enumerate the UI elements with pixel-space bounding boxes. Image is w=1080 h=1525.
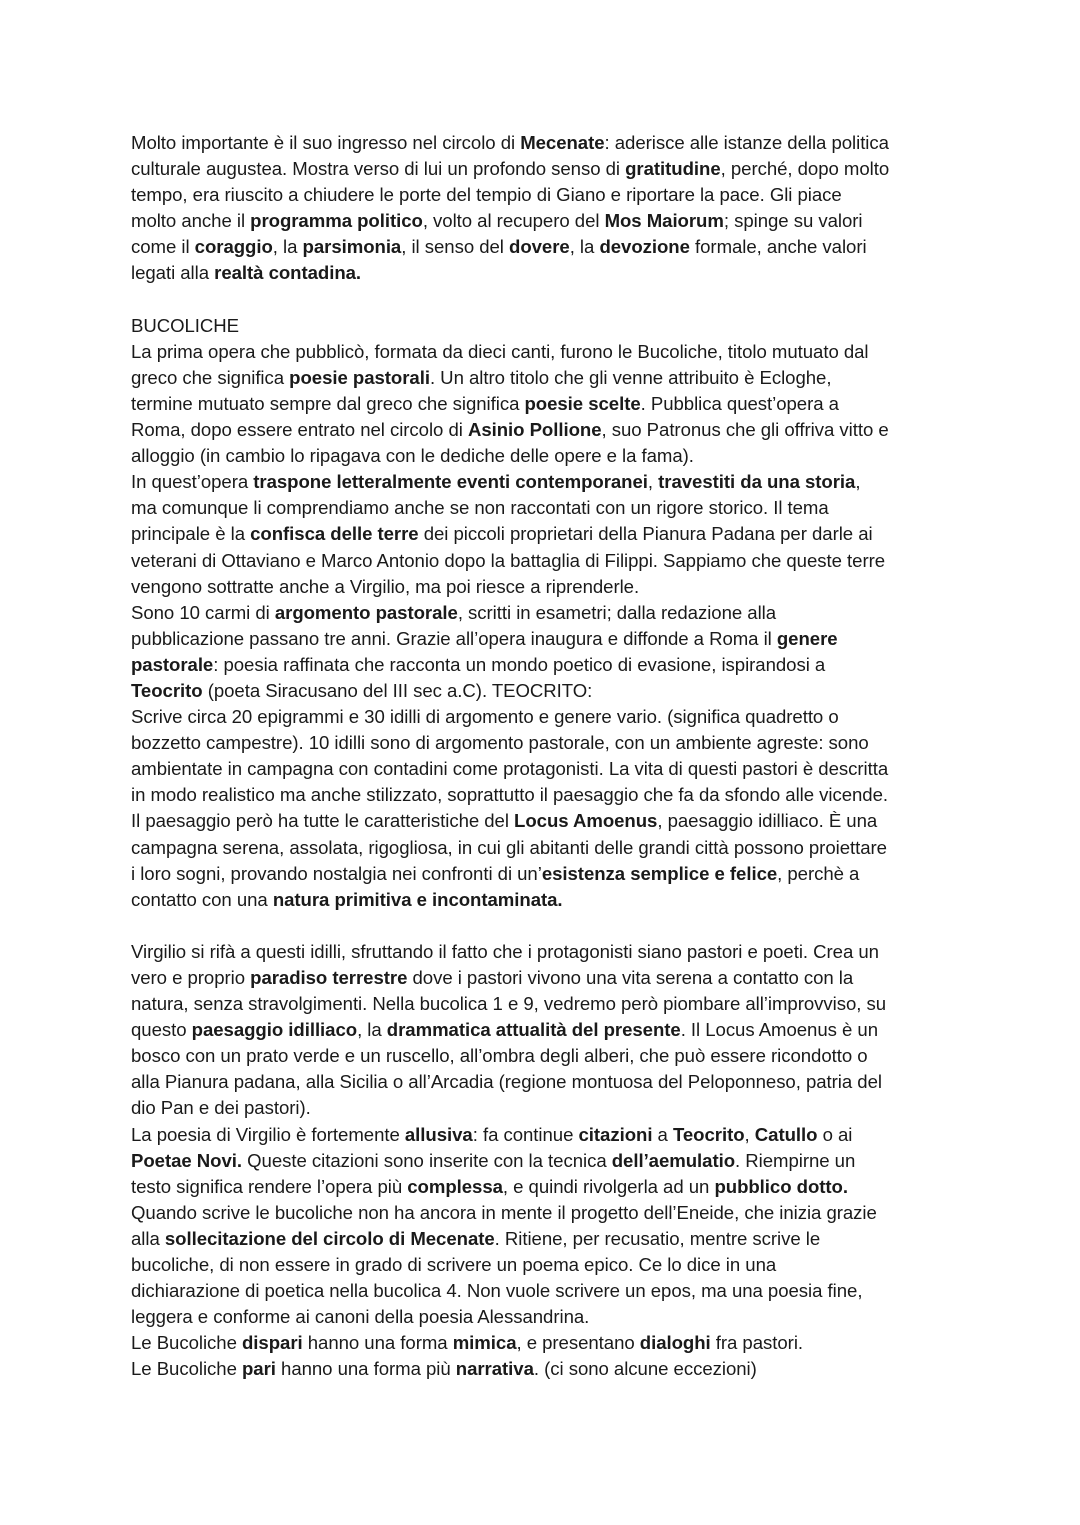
bold-text: mimica bbox=[452, 1332, 517, 1354]
text-line bbox=[131, 339, 961, 365]
text-line bbox=[131, 965, 961, 991]
bold-text: Asinio Pollione bbox=[467, 419, 602, 441]
text-run: tempo, era riuscito a chiudere le porte del tempio di Giano e riportare la pace. Gli piace bbox=[131, 184, 842, 206]
text-run: , e quindi rivolgerla ad un bbox=[502, 1175, 715, 1197]
paragraph-teocrito bbox=[131, 704, 961, 913]
text-run: , bbox=[647, 471, 659, 493]
text-run: contatto con una bbox=[131, 888, 273, 910]
text-run: vengono sottratte anche a Virgilio, ma poi riesce a riprenderle. bbox=[131, 575, 640, 597]
text-run: , perché, dopo molto bbox=[720, 158, 890, 180]
text-line bbox=[131, 574, 961, 600]
bold-text: dovere bbox=[509, 236, 570, 258]
text-run: , il senso del bbox=[401, 236, 510, 258]
text-run: Le Bucoliche bbox=[131, 1332, 242, 1354]
bold-text: traspone letteralmente eventi contemporanei bbox=[253, 471, 648, 493]
text-line bbox=[131, 887, 961, 913]
bold-text: parsimonia bbox=[302, 236, 402, 258]
text-run: Il paesaggio però ha tutte le caratteristiche del bbox=[131, 810, 515, 832]
text-run: : aderisce alle istanze della politica bbox=[604, 132, 889, 153]
text-run: : poesia raffinata che racconta un mondo poetico di evasione, ispirandosi a bbox=[213, 653, 826, 675]
text-run: come il bbox=[131, 236, 195, 258]
text-run: Le Bucoliche bbox=[131, 1358, 242, 1380]
text-line bbox=[131, 1148, 961, 1174]
text-run: La prima opera che pubblicò, formata da dieci canti, furono le Bucoliche, titolo mutuato dal bbox=[131, 340, 869, 362]
text-line bbox=[131, 1304, 961, 1330]
text-run: Quando scrive le bucoliche non ha ancora in mente il progetto dell’Eneide, che inizia grazie bbox=[131, 1201, 877, 1223]
text-line bbox=[131, 1200, 961, 1226]
paragraph-mecenate bbox=[131, 130, 961, 287]
paragraph-virgilio-idilli bbox=[131, 939, 961, 1122]
text-line bbox=[131, 1174, 961, 1200]
text-line bbox=[131, 1069, 961, 1095]
text-run: alla bbox=[131, 1227, 165, 1249]
text-line bbox=[131, 1122, 961, 1148]
bold-text: dialoghi bbox=[639, 1332, 711, 1354]
paragraph-eventi-contemporanei bbox=[131, 469, 961, 599]
text-line bbox=[131, 130, 961, 156]
text-line bbox=[131, 756, 961, 782]
text-run: questo bbox=[131, 1019, 192, 1041]
bold-text: poesie pastorali bbox=[289, 366, 430, 388]
text-line bbox=[131, 704, 961, 730]
bold-text: Teocrito bbox=[672, 1123, 745, 1145]
bold-text: dell’aemulatio bbox=[611, 1149, 736, 1171]
bold-text: poesie scelte bbox=[524, 392, 641, 414]
text-run: , la bbox=[569, 236, 600, 258]
text-run: Scrive circa 20 epigrammi e 30 idilli di argomento e genere vario. (significa quadretto o bbox=[131, 706, 839, 728]
text-run: campagna serena, assolata, rigogliosa, in cui gli abitanti delle grandi città possono proiettare bbox=[131, 836, 887, 858]
paragraph-spacer bbox=[131, 287, 961, 313]
document-page bbox=[131, 130, 961, 1383]
paragraph-bucoliche-pari bbox=[131, 1356, 961, 1382]
paragraph-poesia-allusiva bbox=[131, 1122, 961, 1331]
text-run: o ai bbox=[817, 1123, 853, 1145]
text-run: hanno una forma più bbox=[275, 1358, 456, 1380]
text-line bbox=[131, 495, 961, 521]
text-run: dei piccoli proprietari della Pianura Padana per darle ai bbox=[418, 523, 873, 545]
text-run: ; spinge su valori bbox=[723, 210, 863, 232]
text-run: . Il Locus Amoenus è un bbox=[680, 1019, 878, 1041]
text-run: Queste citazioni sono inserite con la tecnica bbox=[242, 1149, 612, 1171]
text-line bbox=[131, 521, 961, 547]
bold-text: drammatica attualità del presente bbox=[386, 1019, 681, 1041]
bold-text: Mos Maiorum bbox=[604, 210, 724, 232]
bold-text: esistenza semplice e felice bbox=[541, 862, 778, 884]
text-line bbox=[131, 365, 961, 391]
bold-text: dispari bbox=[242, 1332, 303, 1354]
text-line bbox=[131, 730, 961, 756]
bold-text: programma politico bbox=[250, 210, 423, 232]
paragraph-bucoliche-dispari bbox=[131, 1330, 961, 1356]
text-line bbox=[131, 208, 961, 234]
text-line bbox=[131, 1330, 961, 1356]
text-run: Roma, dopo essere entrato nel circolo di bbox=[131, 419, 468, 441]
text-run: legati alla bbox=[131, 262, 215, 284]
text-line bbox=[131, 1043, 961, 1069]
text-run: vero e proprio bbox=[131, 967, 251, 988]
text-run: . Riempirne un bbox=[735, 1149, 856, 1171]
text-line bbox=[131, 182, 961, 208]
text-run: : fa continue bbox=[472, 1123, 579, 1145]
text-run: Sono 10 carmi di bbox=[131, 601, 275, 623]
text-run: , volto al recupero del bbox=[422, 210, 605, 232]
text-run: bozzetto campestre). 10 idilli sono di argomento pastorale, con un ambiente agreste: sono bbox=[131, 732, 869, 754]
text-line bbox=[131, 626, 961, 652]
text-run: bosco con un prato verde e un ruscello, all’ombra degli alberi, che può essere ricondotto o bbox=[131, 1045, 868, 1067]
text-line bbox=[131, 652, 961, 678]
bold-text: narrativa bbox=[455, 1358, 534, 1380]
text-run: . Un altro titolo che gli venne attribuito è Ecloghe, bbox=[429, 366, 832, 388]
text-line bbox=[131, 234, 961, 260]
text-run: dio Pan e dei pastori). bbox=[131, 1097, 311, 1119]
section-heading-bucoliche bbox=[131, 313, 961, 339]
text-run: , la bbox=[357, 1019, 387, 1041]
text-run: , suo Patronus che gli offriva vitto e bbox=[601, 419, 889, 441]
text-line bbox=[131, 548, 961, 574]
text-run: termine mutuato sempre dal greco che significa bbox=[131, 392, 525, 414]
text-line bbox=[131, 835, 961, 861]
paragraph-spacer bbox=[131, 913, 961, 939]
text-line bbox=[131, 861, 961, 887]
text-run: in modo realistico ma anche stilizzato, soprattutto il paesaggio che fa da sfondo alle vicende. bbox=[131, 784, 889, 806]
text-run: i loro sogni, provando nostalgia nei confronti di un’ bbox=[131, 862, 542, 884]
bold-text: allusiva bbox=[404, 1123, 473, 1145]
text-run: , perchè a bbox=[777, 862, 860, 884]
text-run: In quest’opera bbox=[131, 471, 254, 493]
bold-text: pastorale bbox=[131, 653, 214, 675]
text-run: ma comunque li comprendiamo anche se non raccontati con un rigore storico. Il tema bbox=[131, 497, 829, 519]
text-line bbox=[131, 1252, 961, 1278]
text-line bbox=[131, 391, 961, 417]
text-run: fra pastori. bbox=[710, 1332, 804, 1354]
text-run: . Ritiene, per recusatio, mentre scrive le bbox=[494, 1227, 821, 1249]
text-line bbox=[131, 600, 961, 626]
text-run: veterani di Ottaviano e Marco Antonio dopo la battaglia di Filippi. Sappiamo che queste terre bbox=[131, 549, 886, 571]
bold-text: genere bbox=[776, 627, 838, 649]
text-run: , scritti in esametri; dalla redazione alla bbox=[457, 601, 777, 623]
text-run: a bbox=[652, 1123, 673, 1145]
text-run: , la bbox=[272, 236, 303, 258]
text-line bbox=[131, 260, 961, 286]
paragraph-carmi-pastorali bbox=[131, 600, 961, 704]
text-run: , paesaggio idilliaco. È una bbox=[657, 810, 878, 832]
text-line bbox=[131, 1356, 961, 1382]
bold-text: Mecenate bbox=[520, 132, 605, 153]
text-line bbox=[131, 678, 961, 704]
text-run: . (ci sono alcune eccezioni) bbox=[533, 1358, 757, 1380]
bold-text: devozione bbox=[599, 236, 690, 258]
text-run: bucoliche, di non essere in grado di scrivere un poema epico. Ce lo dice in una bbox=[131, 1254, 777, 1276]
text-run: Virgilio si rifà a questi idilli, sfruttando il fatto che i protagonisti siano pastori e poeti. Crea un bbox=[131, 940, 879, 962]
text-run: dove i pastori vivono una vita serena a contatto con la bbox=[407, 967, 854, 988]
text-line bbox=[131, 156, 961, 182]
text-run: greco che significa bbox=[131, 366, 290, 388]
bold-text: coraggio bbox=[194, 236, 273, 258]
text-line bbox=[131, 1226, 961, 1252]
text-run: hanno una forma bbox=[302, 1332, 453, 1354]
bold-text: Teocrito bbox=[131, 679, 203, 701]
text-line bbox=[131, 782, 961, 808]
text-line bbox=[131, 991, 961, 1017]
bold-text: gratitudine bbox=[625, 158, 721, 180]
text-line bbox=[131, 1278, 961, 1304]
bold-text: pari bbox=[242, 1358, 276, 1380]
text-line bbox=[131, 1017, 961, 1043]
bold-text: argomento pastorale bbox=[274, 601, 458, 623]
bold-text: paesaggio idilliaco bbox=[191, 1019, 358, 1041]
text-run: Molto importante è il suo ingresso nel circolo di bbox=[131, 132, 521, 153]
bold-text: citazioni bbox=[578, 1123, 653, 1145]
text-run: , e presentano bbox=[516, 1332, 640, 1354]
text-run: BUCOLICHE bbox=[131, 314, 240, 336]
text-run: culturale augustea. Mostra verso di lui un profondo senso di bbox=[131, 158, 626, 180]
text-run: alloggio (in cambio lo ripagava con le dediche delle opere e la fama). bbox=[131, 445, 694, 467]
bold-text: realtà contadina. bbox=[214, 262, 362, 284]
text-line bbox=[131, 939, 961, 965]
paragraph-prima-opera bbox=[131, 339, 961, 469]
text-run: natura, senza stravolgimenti. Nella bucolica 1 e 9, vedremo però piombare all’improvviso, su bbox=[131, 993, 887, 1015]
bold-text: pubblico dotto. bbox=[714, 1175, 848, 1197]
text-line bbox=[131, 417, 961, 443]
text-run: molto anche il bbox=[131, 210, 251, 232]
bold-text: confisca delle terre bbox=[250, 523, 419, 545]
bold-text: Poetae Novi. bbox=[131, 1149, 242, 1171]
text-run: ambientate in campagna con contadini come protagonisti. La vita di questi pastori è descritta bbox=[131, 758, 889, 780]
text-line bbox=[131, 469, 961, 495]
bold-text: paradiso terrestre bbox=[250, 967, 408, 988]
text-run: , bbox=[744, 1123, 755, 1145]
text-run: alla Pianura padana, alla Sicilia o all’Arcadia (regione montuosa del Peloponneso, patria del bbox=[131, 1071, 882, 1093]
text-run: La poesia di Virgilio è fortemente bbox=[131, 1123, 405, 1145]
text-run: testo significa rendere l’opera più bbox=[131, 1175, 408, 1197]
text-run: principale è la bbox=[131, 523, 251, 545]
bold-text: complessa bbox=[407, 1175, 503, 1197]
text-run: . Pubblica quest’opera a bbox=[640, 392, 839, 414]
text-line bbox=[131, 808, 961, 834]
bold-text: sollecitazione del circolo di Mecenate bbox=[164, 1227, 495, 1249]
text-line bbox=[131, 313, 961, 339]
text-run: dichiarazione di poetica nella bucolica 4. Non vuole scrivere un epos, ma una poesia fine, bbox=[131, 1280, 863, 1302]
bold-text: travestiti da una storia bbox=[658, 471, 856, 493]
text-run: (poeta Siracusano del III sec a.C). TEOCRITO: bbox=[202, 679, 593, 701]
text-run: formale, anche valori bbox=[689, 236, 867, 258]
text-run: pubblicazione passano tre anni. Grazie all’opera inaugura e diffonde a Roma il bbox=[131, 627, 777, 649]
text-line bbox=[131, 443, 961, 469]
text-run: leggera e conforme ai canoni della poesia Alessandrina. bbox=[131, 1306, 590, 1328]
text-line bbox=[131, 1095, 961, 1121]
text-run: , bbox=[855, 471, 861, 493]
bold-text: natura primitiva e incontaminata. bbox=[272, 888, 563, 910]
bold-text: Catullo bbox=[754, 1123, 818, 1145]
bold-text: Locus Amoenus bbox=[514, 810, 658, 832]
